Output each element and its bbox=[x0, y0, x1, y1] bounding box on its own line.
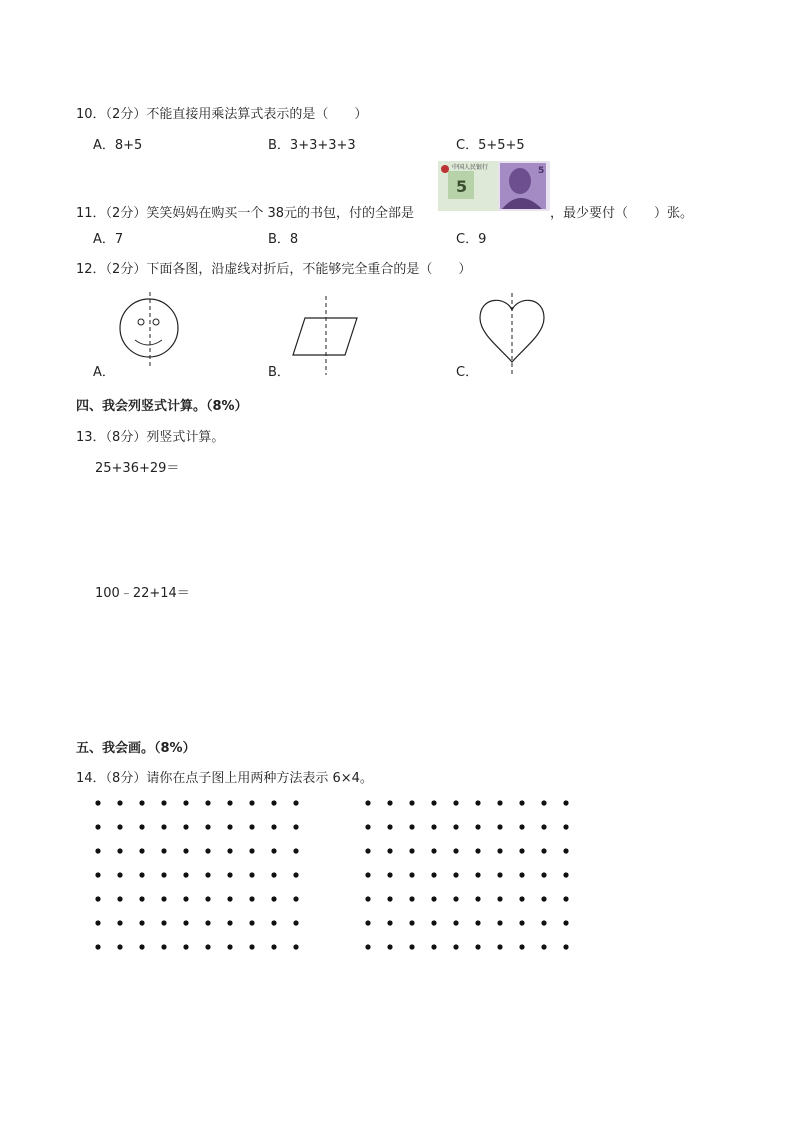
grid-dot[interactable] bbox=[161, 824, 166, 829]
q12-option-c[interactable]: C． bbox=[456, 365, 479, 380]
grid-dot[interactable] bbox=[541, 824, 546, 829]
grid-dot[interactable] bbox=[453, 896, 458, 901]
q10-stem: 10．（2分）不能直接用乘法算式表示的是（ ） bbox=[76, 107, 368, 122]
q11-option-a[interactable]: A．7 bbox=[93, 232, 124, 247]
grid-dot[interactable] bbox=[139, 896, 144, 901]
grid-dot[interactable] bbox=[95, 896, 100, 901]
q12-option-a[interactable]: A． bbox=[93, 365, 115, 380]
grid-dot[interactable] bbox=[293, 800, 298, 805]
grid-dot[interactable] bbox=[271, 824, 276, 829]
grid-dot[interactable] bbox=[387, 920, 392, 925]
grid-dot[interactable] bbox=[365, 824, 370, 829]
grid-dot[interactable] bbox=[453, 872, 458, 877]
grid-dot[interactable] bbox=[293, 944, 298, 949]
grid-dot[interactable] bbox=[227, 896, 232, 901]
grid-dot[interactable] bbox=[249, 872, 254, 877]
grid-dot[interactable] bbox=[541, 896, 546, 901]
section-4-title: 四、我会列竖式计算。（8%） bbox=[76, 399, 248, 414]
grid-dot[interactable] bbox=[183, 800, 188, 805]
grid-dot[interactable] bbox=[519, 944, 524, 949]
parallelogram-figure bbox=[285, 293, 365, 383]
grid-dot[interactable] bbox=[117, 920, 122, 925]
q11-option-b[interactable]: B．8 bbox=[268, 232, 299, 247]
grid-dot[interactable] bbox=[293, 848, 298, 853]
grid-dot[interactable] bbox=[475, 872, 480, 877]
grid-dot[interactable] bbox=[475, 896, 480, 901]
grid-dot[interactable] bbox=[139, 848, 144, 853]
grid-dot[interactable] bbox=[117, 896, 122, 901]
grid-dot[interactable] bbox=[205, 872, 210, 877]
grid-dot[interactable] bbox=[95, 848, 100, 853]
grid-dot[interactable] bbox=[95, 872, 100, 877]
grid-dot[interactable] bbox=[205, 848, 210, 853]
grid-dot[interactable] bbox=[139, 944, 144, 949]
grid-dot[interactable] bbox=[271, 896, 276, 901]
grid-dot[interactable] bbox=[497, 896, 502, 901]
grid-dot[interactable] bbox=[519, 800, 524, 805]
q13-expression-2: 100﹣22+14＝ bbox=[95, 586, 190, 601]
grid-dot[interactable] bbox=[475, 800, 480, 805]
grid-dot[interactable] bbox=[139, 872, 144, 877]
grid-dot[interactable] bbox=[541, 920, 546, 925]
grid-dot[interactable] bbox=[541, 872, 546, 877]
grid-dot[interactable] bbox=[271, 848, 276, 853]
grid-dot[interactable] bbox=[431, 848, 436, 853]
grid-dot[interactable] bbox=[365, 848, 370, 853]
grid-dot[interactable] bbox=[205, 824, 210, 829]
grid-dot[interactable] bbox=[387, 824, 392, 829]
grid-dot[interactable] bbox=[271, 800, 276, 805]
svg-text:5: 5 bbox=[538, 166, 545, 176]
grid-dot[interactable] bbox=[497, 800, 502, 805]
q10-option-c[interactable]: C．5+5+5 bbox=[456, 138, 525, 153]
grid-dot[interactable] bbox=[161, 896, 166, 901]
grid-dot[interactable] bbox=[365, 920, 370, 925]
dot-grid-left[interactable] bbox=[90, 795, 310, 955]
grid-dot[interactable] bbox=[183, 896, 188, 901]
grid-dot[interactable] bbox=[563, 872, 568, 877]
grid-dot[interactable] bbox=[95, 824, 100, 829]
grid-dot[interactable] bbox=[271, 872, 276, 877]
grid-dot[interactable] bbox=[249, 920, 254, 925]
grid-dot[interactable] bbox=[497, 944, 502, 949]
grid-dot[interactable] bbox=[249, 800, 254, 805]
grid-dot[interactable] bbox=[249, 896, 254, 901]
grid-dot[interactable] bbox=[409, 824, 414, 829]
dot-grid-right[interactable] bbox=[360, 795, 580, 955]
grid-dot[interactable] bbox=[497, 848, 502, 853]
grid-dot[interactable] bbox=[519, 848, 524, 853]
grid-dot[interactable] bbox=[541, 848, 546, 853]
grid-dot[interactable] bbox=[293, 824, 298, 829]
grid-dot[interactable] bbox=[453, 824, 458, 829]
heart-figure bbox=[472, 290, 552, 380]
q12-option-b[interactable]: B． bbox=[268, 365, 290, 380]
grid-dot[interactable] bbox=[387, 944, 392, 949]
grid-dot[interactable] bbox=[365, 800, 370, 805]
grid-dot[interactable] bbox=[519, 872, 524, 877]
grid-dot[interactable] bbox=[431, 872, 436, 877]
grid-dot[interactable] bbox=[409, 848, 414, 853]
q14-stem: 14．（8分）请你在点子图上用两种方法表示 6×4。 bbox=[76, 771, 373, 786]
q11-stem-before: 11．（2分）笑笑妈妈在购买一个 38元的书包，付的全部是 bbox=[76, 206, 414, 221]
grid-dot[interactable] bbox=[431, 920, 436, 925]
grid-dot[interactable] bbox=[139, 920, 144, 925]
grid-dot[interactable] bbox=[387, 872, 392, 877]
grid-dot[interactable] bbox=[271, 944, 276, 949]
grid-dot[interactable] bbox=[475, 920, 480, 925]
grid-dot[interactable] bbox=[453, 920, 458, 925]
grid-dot[interactable] bbox=[95, 800, 100, 805]
grid-dot[interactable] bbox=[227, 872, 232, 877]
grid-dot[interactable] bbox=[117, 800, 122, 805]
grid-dot[interactable] bbox=[227, 800, 232, 805]
grid-dot[interactable] bbox=[409, 944, 414, 949]
grid-dot[interactable] bbox=[431, 824, 436, 829]
grid-dot[interactable] bbox=[161, 872, 166, 877]
grid-dot[interactable] bbox=[117, 848, 122, 853]
grid-dot[interactable] bbox=[519, 896, 524, 901]
grid-dot[interactable] bbox=[453, 800, 458, 805]
grid-dot[interactable] bbox=[161, 944, 166, 949]
grid-dot[interactable] bbox=[563, 800, 568, 805]
grid-dot[interactable] bbox=[431, 800, 436, 805]
grid-dot[interactable] bbox=[563, 848, 568, 853]
q13-stem: 13．（8分）列竖式计算。 bbox=[76, 430, 225, 445]
grid-dot[interactable] bbox=[365, 896, 370, 901]
grid-dot[interactable] bbox=[183, 872, 188, 877]
grid-dot[interactable] bbox=[183, 848, 188, 853]
grid-dot[interactable] bbox=[431, 944, 436, 949]
grid-dot[interactable] bbox=[117, 872, 122, 877]
q11-option-c[interactable]: C．9 bbox=[456, 232, 487, 247]
grid-dot[interactable] bbox=[563, 896, 568, 901]
grid-dot[interactable] bbox=[475, 824, 480, 829]
grid-dot[interactable] bbox=[117, 824, 122, 829]
grid-dot[interactable] bbox=[293, 896, 298, 901]
q12-stem: 12．（2分）下面各图，沿虚线对折后，不能够完全重合的是（ ） bbox=[76, 262, 472, 277]
grid-dot[interactable] bbox=[205, 920, 210, 925]
grid-dot[interactable] bbox=[453, 848, 458, 853]
grid-dot[interactable] bbox=[95, 944, 100, 949]
q10-option-b[interactable]: B．3+3+3+3 bbox=[268, 138, 356, 153]
grid-dot[interactable] bbox=[293, 872, 298, 877]
grid-dot[interactable] bbox=[227, 944, 232, 949]
banknote-title: 中国人民银行 bbox=[452, 164, 489, 171]
grid-dot[interactable] bbox=[387, 896, 392, 901]
q10-option-a[interactable]: A．8+5 bbox=[93, 138, 143, 153]
q11-stem-after: ，最少要付（ ）张。 bbox=[550, 206, 694, 221]
grid-dot[interactable] bbox=[293, 920, 298, 925]
grid-dot[interactable] bbox=[541, 944, 546, 949]
grid-dot[interactable] bbox=[409, 920, 414, 925]
grid-dot[interactable] bbox=[497, 824, 502, 829]
grid-dot[interactable] bbox=[205, 800, 210, 805]
grid-dot[interactable] bbox=[431, 896, 436, 901]
grid-dot[interactable] bbox=[387, 800, 392, 805]
grid-dot[interactable] bbox=[227, 824, 232, 829]
grid-dot[interactable] bbox=[161, 800, 166, 805]
grid-dot[interactable] bbox=[409, 896, 414, 901]
grid-dot[interactable] bbox=[365, 872, 370, 877]
grid-dot[interactable] bbox=[409, 872, 414, 877]
grid-dot[interactable] bbox=[249, 944, 254, 949]
grid-dot[interactable] bbox=[563, 920, 568, 925]
grid-dot[interactable] bbox=[183, 944, 188, 949]
grid-dot[interactable] bbox=[541, 800, 546, 805]
grid-dot[interactable] bbox=[519, 920, 524, 925]
grid-dot[interactable] bbox=[161, 920, 166, 925]
grid-dot[interactable] bbox=[139, 800, 144, 805]
banknote-value: 5 bbox=[456, 177, 468, 196]
grid-dot[interactable] bbox=[475, 848, 480, 853]
banknote-image bbox=[438, 161, 550, 211]
grid-dot[interactable] bbox=[249, 848, 254, 853]
smiley-face-figure bbox=[110, 288, 190, 378]
grid-dot[interactable] bbox=[497, 872, 502, 877]
grid-dot[interactable] bbox=[497, 920, 502, 925]
grid-dot[interactable] bbox=[183, 920, 188, 925]
grid-dot[interactable] bbox=[563, 824, 568, 829]
grid-dot[interactable] bbox=[453, 944, 458, 949]
grid-dot[interactable] bbox=[139, 824, 144, 829]
grid-dot[interactable] bbox=[249, 824, 254, 829]
section-5-title: 五、我会画。（8%） bbox=[76, 741, 196, 756]
grid-dot[interactable] bbox=[117, 944, 122, 949]
grid-dot[interactable] bbox=[563, 944, 568, 949]
grid-dot[interactable] bbox=[271, 920, 276, 925]
grid-dot[interactable] bbox=[95, 920, 100, 925]
grid-dot[interactable] bbox=[205, 944, 210, 949]
grid-dot[interactable] bbox=[227, 920, 232, 925]
q13-expression-1: 25+36+29＝ bbox=[95, 461, 180, 476]
grid-dot[interactable] bbox=[161, 848, 166, 853]
grid-dot[interactable] bbox=[227, 848, 232, 853]
grid-dot[interactable] bbox=[183, 824, 188, 829]
grid-dot[interactable] bbox=[475, 944, 480, 949]
grid-dot[interactable] bbox=[365, 944, 370, 949]
grid-dot[interactable] bbox=[205, 896, 210, 901]
grid-dot[interactable] bbox=[519, 824, 524, 829]
grid-dot[interactable] bbox=[387, 848, 392, 853]
grid-dot[interactable] bbox=[409, 800, 414, 805]
